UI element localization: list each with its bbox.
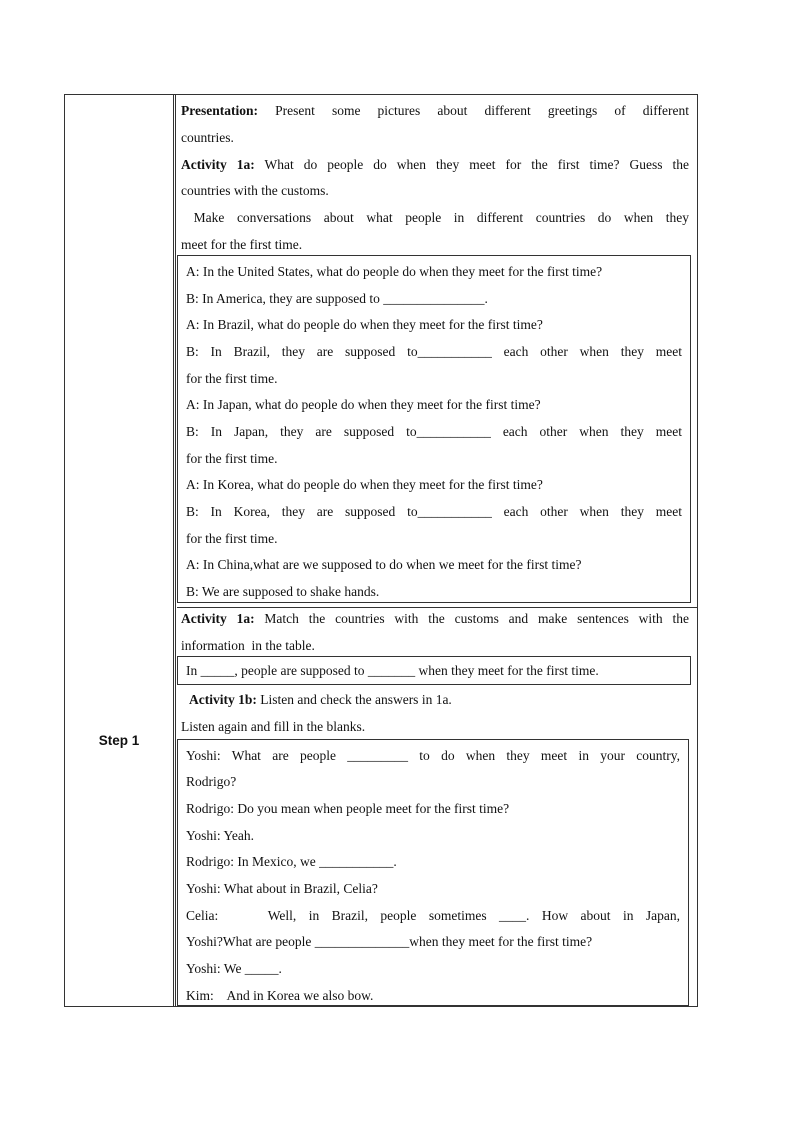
dialogue-line: Rodrigo: Do you mean when people meet for the first time?: [186, 801, 510, 816]
step-column: [65, 95, 176, 1006]
dialogue-line: Kim: And in Korea we also bow.: [186, 988, 374, 1003]
conversation-line: A: In Japan, what do people do when they meet for the first time?: [186, 397, 541, 412]
dialogue-line: Yoshi: What about in Brazil, Celia?: [186, 881, 378, 896]
dialogue-line: Yoshi: Yeah.: [186, 828, 255, 843]
activity-1b-line-1: Activity 1b: Listen and check the answers in 1a.: [189, 692, 452, 707]
step-label: Step 1: [98, 733, 140, 748]
conversation-line: B: In Japan, they are supposed to___________ each other when they meet: [186, 424, 682, 439]
dialogue-line: Yoshi?What are people ______________when they meet for the first time?: [186, 934, 593, 949]
conversation-line: for the first time.: [186, 451, 278, 466]
dialogue-line: Yoshi: We _____.: [186, 961, 282, 976]
activity-1a-guess-line-1: Activity 1a: What do people do when they meet for the first time? Guess the: [181, 157, 689, 172]
dialogue-box: [177, 739, 689, 1006]
activity-1a-guess-line-3: Make conversations about what people in different countries do when they: [181, 210, 689, 225]
activity-1a-match-line-2: information in the table.: [181, 638, 315, 653]
conversation-line: A: In the United States, what do people do when they meet for the first time?: [186, 264, 603, 279]
activity-1b-label: Activity 1b:: [189, 692, 257, 707]
conversation-line: B: In America, they are supposed to _______________.: [186, 291, 488, 306]
conversation-box: [177, 255, 691, 603]
conversation-line: B: In Brazil, they are supposed to___________ each other when they meet: [186, 344, 682, 359]
dialogue-line: Rodrigo?: [186, 774, 237, 789]
dialogue-line: Yoshi: What are people _________ to do when they meet in your country,: [186, 748, 680, 763]
conversation-line: A: In China,what are we supposed to do when we meet for the first time?: [186, 557, 582, 572]
presentation-line-1: Presentation: Present some pictures about different greetings of different: [181, 103, 689, 118]
activity-1a-match-line-1: Activity 1a: Match the countries with the customs and make sentences with the: [181, 611, 690, 626]
dialogue-line: Celia: Well, in Brazil, people sometimes ____. How about in Japan,: [186, 908, 680, 923]
activity-1b-line-2: Listen again and fill in the blanks.: [181, 719, 366, 734]
presentation-label: Presentation:: [181, 103, 258, 118]
sentence-template: In _____, people are supposed to _______ when they meet for the first time.: [186, 663, 599, 678]
conversation-line: A: In Brazil, what do people do when they meet for the first time?: [186, 317, 543, 332]
conversation-line: A: In Korea, what do people do when they meet for the first time?: [186, 477, 543, 492]
row-divider: [177, 607, 697, 608]
activity-1a-label: Activity 1a:: [181, 611, 255, 626]
lesson-table: [64, 94, 698, 1007]
activity-1a-label: Activity 1a:: [181, 157, 255, 172]
conversation-line: for the first time.: [186, 531, 278, 546]
activity-1a-guess-line-4: meet for the first time.: [181, 237, 303, 252]
conversation-line: B: We are supposed to shake hands.: [186, 584, 380, 599]
activity-1a-guess-line-2: countries with the customs.: [181, 183, 329, 198]
presentation-line-2: countries.: [181, 130, 234, 145]
dialogue-line: Rodrigo: In Mexico, we ___________.: [186, 854, 397, 869]
conversation-line: B: In Korea, they are supposed to___________ each other when they meet: [186, 504, 682, 519]
conversation-line: for the first time.: [186, 371, 278, 386]
content-column: [177, 95, 697, 1006]
sentence-template-box: [177, 656, 691, 685]
